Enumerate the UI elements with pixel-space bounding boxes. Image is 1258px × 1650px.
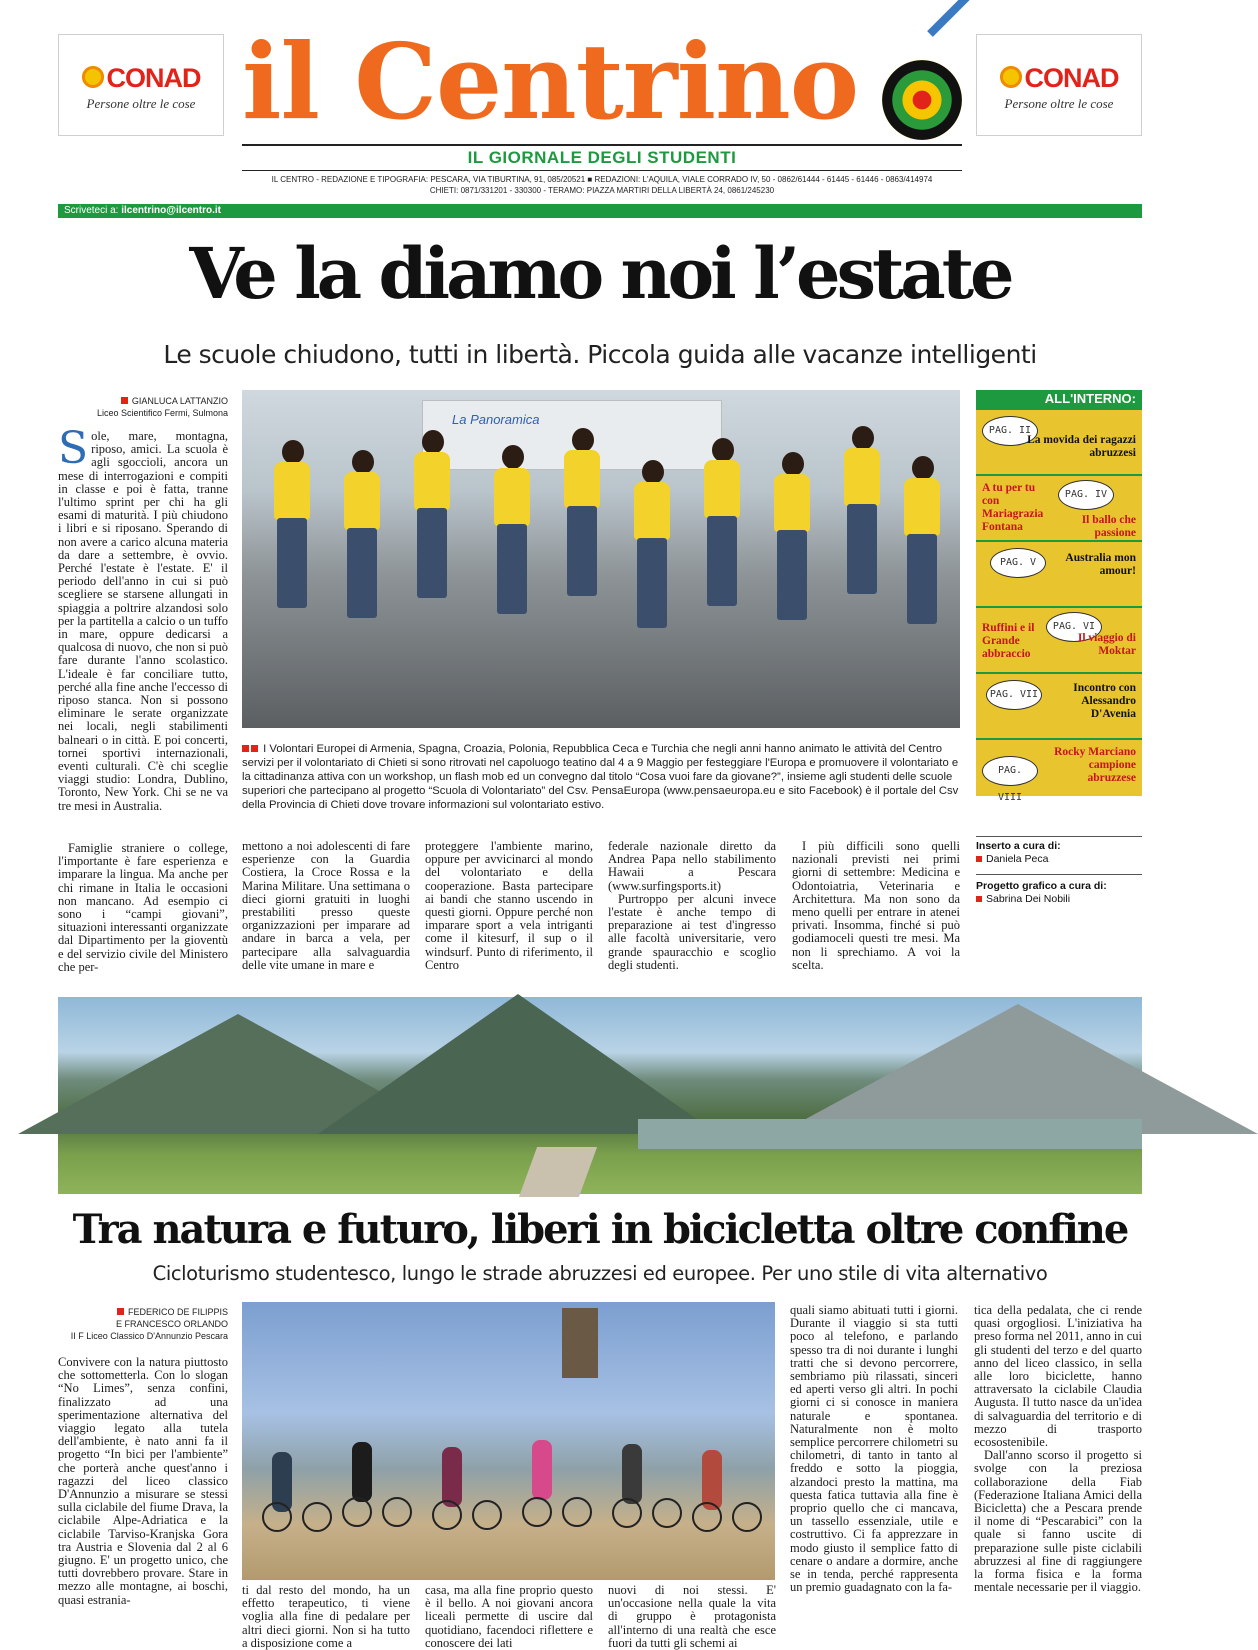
- sidebar-item[interactable]: [976, 540, 1142, 604]
- paragraph: tica della pedalata, che ci rende quasi orgogliosi. L'iniziativa ha preso forma nel 2011, anno in cui gli studenti del terzo e del quarto anno del liceo classico, in sella alle loro biciclette, hanno attraversato la ciclabile Claudia Augusta. Il tutto nasce da un'idea di salvaguardia del territorio e di mezzo di trasporto ecosostenibile.: [974, 1303, 1142, 1450]
- bullet-icon: [976, 856, 982, 862]
- bullet-icon: [117, 1308, 124, 1315]
- address-line: IL CENTRO - REDAZIONE E TIPOGRAFIA: PESCARA, VIA TIBURTINA, 91, 085/20521 ■ REDAZIONI: L'AQUILA, VIALE CORRADO IV, 50 - 0862/61444 - 61445 - 61446 - 0863/414974: [271, 175, 933, 184]
- school: Liceo Scientifico Fermi, Sulmona: [96, 408, 228, 418]
- design-credit: [976, 880, 1107, 906]
- page-bubble: PAG. VI: [1046, 612, 1102, 642]
- article-column: [58, 1356, 228, 1630]
- ad-brand: CONAD: [106, 63, 201, 93]
- contact-email[interactable]: ilcentrino@ilcentro.it: [121, 205, 222, 216]
- masthead-rule: [242, 170, 962, 171]
- sidebar-item-label: Rocky Marciano campione abruzzese: [1054, 746, 1136, 784]
- page-bubble: PAG. VIII: [982, 756, 1038, 786]
- sidebar-item[interactable]: [976, 738, 1142, 803]
- contact-label: Scriveteci a:: [64, 205, 119, 216]
- page-bubble: PAG. II: [982, 416, 1038, 446]
- article-column: [425, 1583, 593, 1650]
- sidebar-item-label: Il ballo che passione: [1081, 514, 1136, 539]
- page-bubble: PAG. VII: [986, 680, 1042, 710]
- ad-brand: CONAD: [1024, 63, 1119, 93]
- article-column: [58, 841, 228, 974]
- paragraph: quali siamo abituati tutti i giorni. Durante il viaggio si sta tutti poco al telefono, e parlando spesso tra di noi durante i lunghi tratti che si devono percorrere, sembriamo più rilassati, sinceri ed aperti verso gli altri. In pochi giorni ci si conosce in maniera naturale e spontanea. Naturalmente non è molto semplice percorrere chilometri su chilometri, di tanto in tanto al freddo e sotto la pioggia, alzandoci presto la mattina, ma questa fatica tuttavia alla fine è proprio quello che ci mancava, un tassello essenziale, utile e costruttivo. Ci fa apprezzare in modo giusto il semplice fatto di cenare o andare a dormire, anche se in tenda, perché rappresenta un premio guadagnato con la fa-: [790, 1303, 958, 1595]
- paragraph: proteggere l'ambiente marino, oppure per avvicinarci al mondo del volontariato e della cooperazione. Basta partecipare ai bandi che stanno uscendo in questi giorni. Oppure perché non imparare sport a vela intriganti come il kitesurf, il sup o il windsurf. Punto di riferimento, il Centro: [425, 839, 593, 972]
- article-column: [790, 1304, 958, 1632]
- paragraph: casa, ma alla fine proprio questo è il bello. A noi giovani ancora liceali permette di uscire dal quotidiano, facendoci riflettere e conoscere dei lati: [425, 1583, 593, 1650]
- castle-tower: [562, 1308, 598, 1378]
- page-bubble: PAG. V: [990, 548, 1046, 578]
- sidebar-item-label: Australia mon amour!: [1065, 552, 1136, 577]
- credit-name: Sabrina Dei Nobili: [986, 893, 1071, 905]
- author: GIANLUCA LATTANZIO: [131, 396, 228, 406]
- pencil-icon: [927, 0, 975, 37]
- paragraph: mettono a noi adolescenti di fare esperienze con la Guardia Costiera, la Croce Rossa e la Marina Militare. Una settimana o dieci giorni gratuiti in luoghi prestabiliti presso queste organizzazioni per imparare ad andare in barca a vela, per partecipare alla salvaguardia delle vite umane in mare e: [242, 839, 410, 972]
- photo-caption: [242, 742, 960, 812]
- article-column: [608, 839, 776, 972]
- page-bubble: PAG. IV: [1058, 480, 1114, 510]
- second-headline: Tra natura e futuro, liberi in bicicletta oltre confine: [72, 1206, 1128, 1253]
- school: II F Liceo Classico D'Annunzio Pescara: [70, 1331, 228, 1341]
- flower-icon: [1000, 66, 1022, 88]
- article-column: [425, 839, 593, 972]
- main-headline: Ve la diamo noi l’estate: [189, 232, 1011, 315]
- byline: [58, 1306, 228, 1342]
- paragraph: Convivere con la natura piuttosto che sottometterla. Con lo slogan “No Limes”, senza confini, finalizzato ad una sperimentazione alternativa del viaggio legato alla tutela dell'ambiente, è nato anni fa il progetto “In bici per l'ambiente” che porterà anche quest'anno i ragazzi del liceo classico D'Annunzio a misurare se stessi sulla ciclabile del fiume Drava, la ciclabile Alpe-Adriatica e la ciclabile Tarviso-Kranjska Gora tra Austria e Slovenia dal 2 al 6 giugno. E' un progetto unico, che tutti dovrebbero provare. Stare in mezzo alle montagne, ai boschi, quasi estrania-: [58, 1355, 228, 1607]
- paragraph: ole, mare, montagna, riposo, amici. La scuola è agli sgoccioli, ancora un mese di interrogazioni e compiti in classe e poi è fatta, tranne l'ultimo sprint per chi ha gli esami di maturità. I più chiudono i libri e si riposano. Sperando di non avere a carico alcuna materia da dare a settembre, è ovvio. Perché l'estate è l'estate. E' il periodo dell'anno in cui si può scegliere se starsene allungati in spiaggia a poltrire alzandosi solo per la partitella a calcio o un tuffo in mare, oppure dedicarsi a qualcosa di nuovo, che non si può fare durante l'anno scolastico. L'ideale è far conciliare tutto, perché alla fine anche l'eccesso di riposo stanca. Non si possono eliminare le serate organizzate nei locali, negli stabilimenti balneari o in città. E poi concerti, tornei sportivi internazionali, eventi culturali. C'è chi sceglie viaggi studio: Londra, Dublino, Toronto, New York. Chi se ne va tre mesi in Australia.: [58, 429, 228, 813]
- masthead-subtitle: IL GIORNALE DEGLI STUDENTI: [467, 148, 737, 167]
- masthead-rule: [242, 144, 962, 146]
- sidebar-item-label: Incontro con Alessandro D'Avenia: [1073, 682, 1136, 720]
- flash-mob-photo: [242, 390, 960, 728]
- paragraph: Dall'anno scorso il progetto si svolge con la preziosa collaborazione della Fiab (Federazione Italiana Amici della Bicicletta) che a Pescara prende il nome di “Pescarabici” con la quale si fanno uscite di preparazione sulle piste ciclabili abruzzesi al fine di raggiungere la forma fisica e la forma mentale necessarie per il viaggio.: [974, 1448, 1142, 1595]
- credit-label: Progetto grafico a cura di:: [976, 880, 1107, 892]
- ad-tagline: Persone oltre le cose: [1004, 96, 1114, 111]
- sidebar-item[interactable]: [976, 606, 1142, 670]
- inside-sidebar: [976, 390, 1142, 803]
- bullet-icon: [242, 745, 249, 752]
- article-column: [58, 423, 228, 840]
- divider: [976, 836, 1142, 837]
- article-column: [242, 1583, 410, 1650]
- article-column: [974, 1304, 1142, 1632]
- paragraph: Purtroppo per alcuni invece l'estate è anche tempo di preparazione ai test d'ingresso alle facoltà universitarie, vero grande spauracchio e scoglio degli studenti.: [608, 891, 776, 972]
- bus-sign: La Panoramica: [452, 412, 540, 427]
- article-column: [608, 1583, 776, 1650]
- dropcap: S: [58, 423, 89, 474]
- conad-ad-left: [58, 34, 224, 136]
- author: FEDERICO DE FILIPPIS: [127, 1307, 228, 1317]
- sidebar-item-label: Ruffini e il Grande abbraccio: [982, 622, 1035, 660]
- paragraph: Famiglie straniere o college, l'importante è fare esperienza e imparare la lingua. Ma anche per chi rimane in Italia le occasioni non mancano. Ad esempio ci sono i “campi giovani”, situazioni interessanti organizzate dal Dipartimento per la gioventù e del servizio civile del Ministero che per-: [58, 841, 228, 974]
- sidebar-item[interactable]: [976, 408, 1142, 472]
- credit-name: Daniela Peca: [986, 853, 1049, 865]
- conad-ad-right: [976, 34, 1142, 136]
- flower-icon: [82, 66, 104, 88]
- insert-credit: [976, 840, 1061, 866]
- newspaper-logo: il Centrino: [242, 20, 859, 143]
- ad-tagline: Persone oltre le cose: [86, 96, 196, 111]
- paragraph: federale nazionale diretto da Andrea Papa nello stabilimento Hawaii a Pescara (www.surfingsports.it): [608, 839, 776, 893]
- paragraph: nuovi di noi stessi. E' un'occasione nella quale la vita di gruppo è protagonista all'interno di una realtà che esce fuori da tutti gli schemi ai: [608, 1583, 776, 1650]
- cycle-path-landscape-photo: [58, 997, 1142, 1194]
- sidebar-item-label: Il viaggio di Moktar: [1077, 632, 1136, 657]
- sidebar-title: ALL'INTERNO:: [976, 390, 1142, 408]
- sidebar-item-label: La movida dei ragazzi abruzzesi: [1027, 434, 1136, 459]
- target-logo-icon: [882, 60, 962, 140]
- bullet-icon: [251, 745, 258, 752]
- students-cycling-photo: [242, 1302, 775, 1580]
- address-line: CHIETI: 0871/331201 - 330300 - TERAMO: PIAZZA MARTIRI DELLA LIBERTÀ 24, 0861/245230: [429, 186, 775, 195]
- sidebar-item[interactable]: [976, 474, 1142, 538]
- credit-label: Inserto a cura di:: [976, 840, 1061, 852]
- caption-text: I Volontari Europei di Armenia, Spagna, Croazia, Polonia, Repubblica Ceca e Turchia che negli anni hanno animato le attività del Centro servizi per il volontariato di Chieti si sono ritrovati nel capoluogo teatino dal 4 a 9 Maggio per festeggiare l'Europa e promuovere il volontariato e la cittadinanza attiva con un workshop, un flash mob ed un convegno dal titolo “Cosa vuoi fare da giovane?”, insieme agli studenti delle scuole superiori che partecipano al progetto “Scuola di Volontariato” del Csv. PensaEuropa (www.pensaeuropa.eu e sito Facebook) è il portale del Csv della Provincia di Chieti dove trovare informazioni sul volontariato estivo.: [242, 743, 959, 811]
- bullet-icon: [121, 397, 128, 404]
- divider: [976, 874, 1142, 875]
- article-column: [792, 839, 960, 972]
- second-subtitle: Cicloturismo studentesco, lungo le strade abruzzesi ed europee. Per uno stile di vita alternativo: [152, 1262, 1048, 1285]
- paragraph: I più difficili sono quelli nazionali previsti nei primi giorni di settembre: Medicina e Odontoiatria, Veterinaria e Architettura. Ma non sono da meno quelli per entrare in atenei privati. Insomma, finché si può godiamoceli questi tre mesi. Ma non li sprechiamo. A voi la scelta.: [792, 839, 960, 972]
- author: E FRANCESCO ORLANDO: [115, 1319, 228, 1329]
- paragraph: ti dal resto del mondo, ha un effetto terapeutico, ti viene voglia alla fine di pedalare per altri dieci giorni. Non si ha tutto a disposizione come a: [242, 1583, 410, 1650]
- article-column: [242, 839, 410, 972]
- contact-bar: [58, 204, 1142, 218]
- sidebar-item-label: A tu per tu con Mariagrazia Fontana: [982, 482, 1044, 533]
- bullet-icon: [976, 896, 982, 902]
- sidebar-item[interactable]: [976, 672, 1142, 736]
- byline: [58, 395, 228, 419]
- main-subtitle: Le scuole chiudono, tutti in libertà. Piccola guida alle vacanze intelligenti: [163, 340, 1037, 369]
